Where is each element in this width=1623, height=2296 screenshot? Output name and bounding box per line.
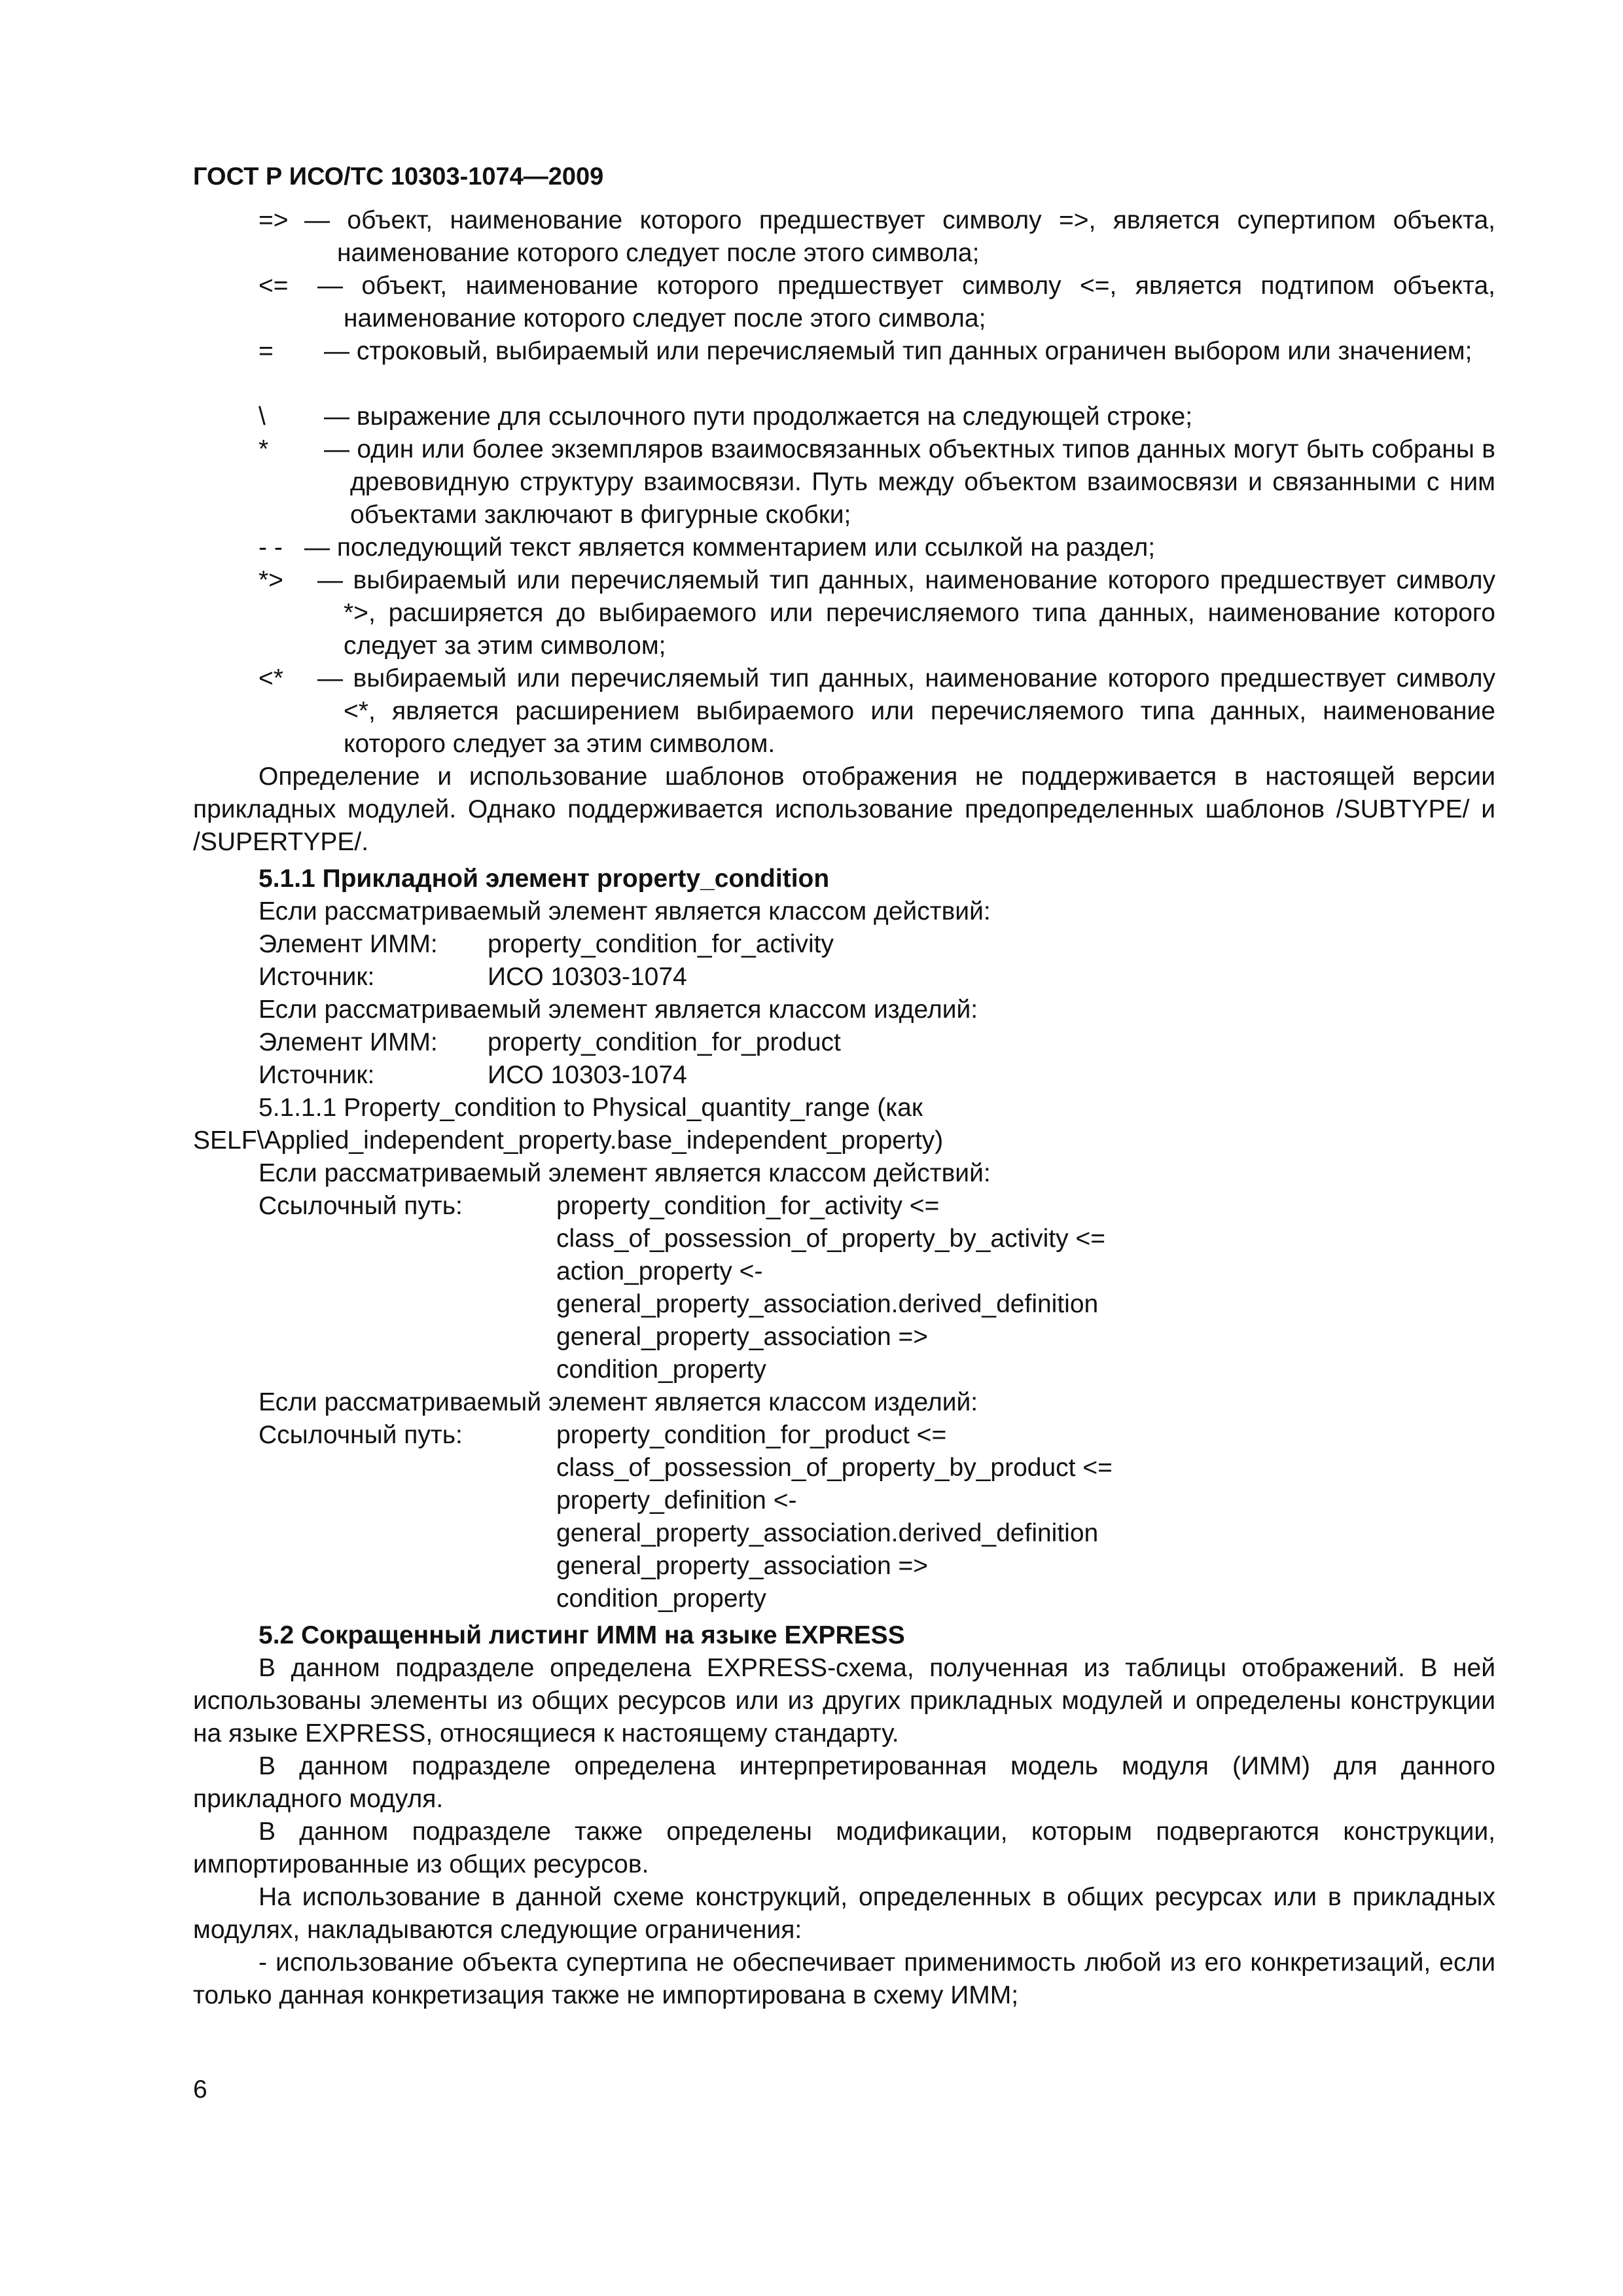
activity-reference-path [193,1190,1495,1386]
path-line: general_property_association.derived_definition [556,1290,1099,1318]
legend-item-constraint [193,335,1495,401]
document-page [193,157,1495,2012]
path-line: condition_property [556,1585,766,1613]
product-source-row [193,1059,1495,1092]
activity-path-intro: Если рассматриваемый элемент является классом действий: [259,1159,991,1187]
path-line: general_property_association => [556,1552,929,1580]
legend-item-extension [193,662,1495,761]
legend-item-extends [193,564,1495,662]
legend-symbol: *> [259,566,283,594]
legend-text: — один или более экземпляров взаимосвязанных объектных типов данных могут быть собраны в древовидную структуру взаимосвязи. Путь между объектом взаимосвязи и связанными с ним объектами заключают в фигурные скобки; [324,435,1495,529]
page-number: 6 [193,2075,207,2104]
source-label: Источник: [259,1061,375,1089]
paragraph: В данном подразделе определена EXPRESS-схема, полученная из таблицы отображений. В ней использованы элементы из общих ресурсов или из других прикладных модулей и определены конструкции на языке EXPRESS, относящиеся к настоящему стандарту. [193,1654,1495,1748]
legend-item-comment [193,531,1495,564]
source-value: ИСО 10303-1074 [488,963,687,991]
path-label: Ссылочный путь: [259,1421,463,1449]
paragraph: На использование в данной схеме конструкций, определенных в общих ресурсах или в прикладных модулях, накладываются следующие ограничения: [193,1883,1495,1944]
product-intro: Если рассматриваемый элемент является классом изделий: [259,996,978,1024]
legend-item-tree [193,433,1495,531]
path-line: class_of_possession_of_property_by_product <= [556,1454,1113,1482]
element-value: property_condition_for_activity [488,930,834,958]
path-line: general_property_association => [556,1323,929,1351]
paragraph: В данном подразделе также определены модификации, которым подвергаются конструкции, импортированные из общих ресурсов. [193,1818,1495,1878]
product-reference-path [193,1419,1495,1615]
legend-symbol: <= [259,272,289,300]
element-label: Элемент ИММ: [259,930,438,958]
legend-text: — выражение для ссылочного пути продолжается на следующей строке; [324,403,1193,431]
activity-intro: Если рассматриваемый элемент является классом действий: [259,897,991,925]
product-element-row [193,1026,1495,1059]
section-heading-5-1-1-1-line2: SELF\Applied_independent_property.base_independent_property) [193,1126,944,1155]
path-line: condition_property [556,1355,766,1384]
element-value: property_condition_for_product [488,1028,841,1056]
legend-symbol: - - [259,533,283,562]
path-line: action_property <- [556,1257,763,1285]
legend-symbol: \ [259,403,266,431]
path-lines [556,1419,1495,1615]
source-value: ИСО 10303-1074 [488,1061,687,1089]
element-label: Элемент ИММ: [259,1028,438,1056]
legend-text: — объект, наименование которого предшествует символу <=, является подтипом объекта, наименование которого следует после этого символа; [317,272,1495,332]
activity-source-row [193,961,1495,994]
legend-item-supertype [193,204,1495,270]
legend-item-subtype [193,270,1495,335]
legend-text: — объект, наименование которого предшествует символу =>, является супертипом объекта, наименование которого следует после этого символа; [304,206,1495,267]
activity-element-row [193,928,1495,961]
document-header: ГОСТ Р ИСО/ТС 10303-1074—2009 [193,163,604,190]
path-line: property_condition_for_activity <= [556,1192,940,1220]
path-line: class_of_possession_of_property_by_activity <= [556,1225,1105,1253]
section-heading-5-1-1: 5.1.1 Прикладной элемент property_condition [259,865,830,893]
legend-item-continuation [193,401,1495,433]
section-heading-5-1-1-1-line1: 5.1.1.1 Property_condition to Physical_quantity_range (как [259,1094,923,1122]
legend-symbol: * [259,435,269,463]
legend-symbol: = [259,337,274,365]
path-lines [556,1190,1495,1386]
path-label: Ссылочный путь: [259,1192,463,1220]
path-line: property_definition <- [556,1486,797,1515]
path-line: general_property_association.derived_definition [556,1519,1099,1547]
product-path-intro: Если рассматриваемый элемент является классом изделий: [259,1388,978,1416]
path-line: property_condition_for_product <= [556,1421,947,1449]
paragraph: В данном подразделе определена интерпретированная модель модуля (ИММ) для данного прикладного модуля. [193,1752,1495,1813]
legend-symbol: <* [259,664,283,692]
legend-text: — выбираемый или перечисляемый тип данных, наименование которого предшествует символу *>, расширяется до выбираемого или перечисляемого типа данных, наименование которого следует за этим символом; [317,566,1495,660]
legend-text: — выбираемый или перечисляемый тип данных, наименование которого предшествует символу <*, является расширением выбираемого или перечисляемого типа данных, наименование которого следует за этим символом. [317,664,1495,758]
legend-symbol: => [259,206,289,234]
legend-text: — строковый, выбираемый или перечисляемый тип данных ограничен выбором или значением; [324,337,1472,365]
intro-paragraph: Определение и использование шаблонов отображения не поддерживается в настоящей версии прикладных модулей. Однако поддерживается использование предопределенных шаблонов /SUBTYPE/ и /SUPERTYPE/. [193,762,1495,856]
source-label: Источник: [259,963,375,991]
list-item: - использование объекта супертипа не обеспечивает применимость любой из его конкретизаций, если только данная конкретизация также не импортирована в схему ИММ; [193,1948,1495,2009]
section-heading-5-2: 5.2 Сокращенный листинг ИММ на языке EXPRESS [259,1621,905,1649]
legend-text: — последующий текст является комментарием или ссылкой на раздел; [304,533,1156,562]
